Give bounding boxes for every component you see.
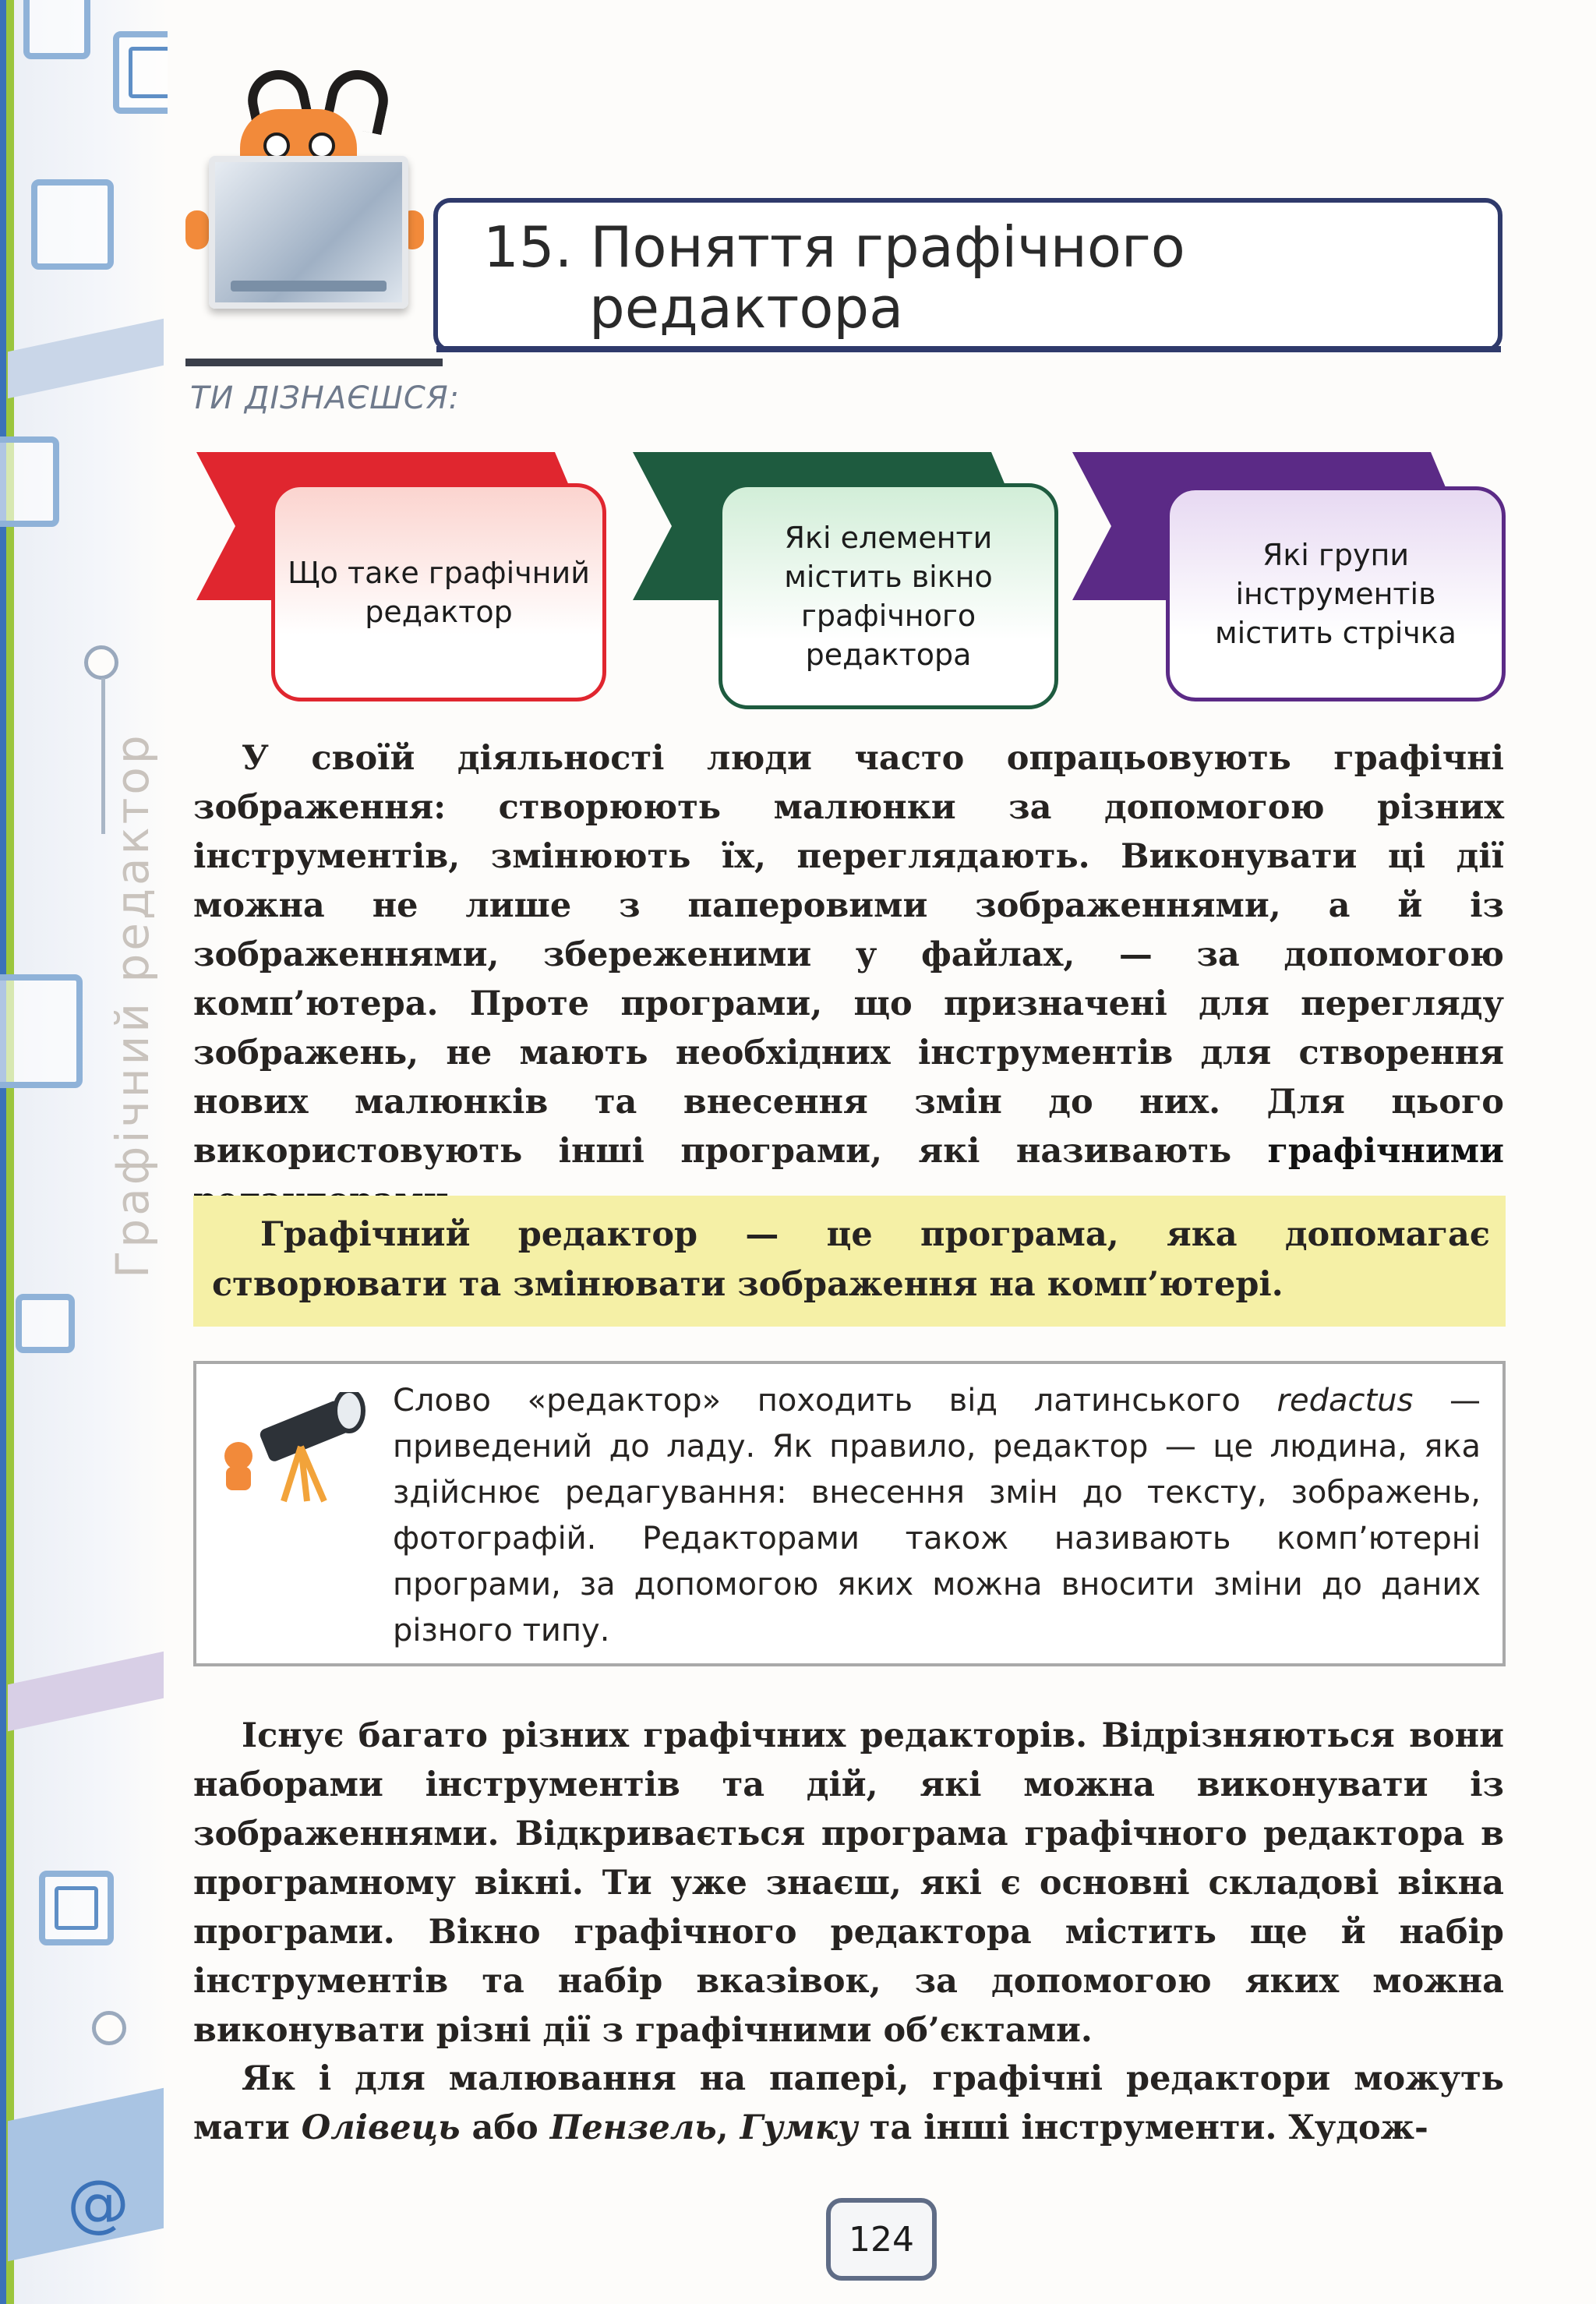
deco-wire bbox=[101, 678, 105, 834]
deco-band bbox=[8, 319, 164, 399]
lesson-title bbox=[483, 214, 1185, 341]
deco-square-icon bbox=[39, 1871, 114, 1945]
deco-square-icon bbox=[0, 436, 59, 527]
tool-brush: Пензель bbox=[549, 2108, 717, 2147]
note-text: Слово «редактор» походить від латинського redactus — приведений до ладу. Як правило, редактор — це людина, яка здійснює редагування: внесення змін до тексту, зображень, фотографій. Редакторами також називають комп’ютерні програми, за допомогою яких можна вносити зміни до даних різного типу. bbox=[393, 1383, 1481, 1648]
deco-band bbox=[8, 1652, 164, 1732]
at-sign-icon: @ bbox=[67, 2167, 129, 2239]
telescope-mascot-icon bbox=[215, 1392, 371, 1509]
topic-card-3 bbox=[1072, 452, 1509, 717]
topic-card-box: Що таке графічний редактор bbox=[271, 483, 606, 701]
deco-square-icon bbox=[31, 179, 114, 270]
latin-word: redactus bbox=[1276, 1383, 1414, 1419]
topic-card-box: Які елементи містить вікно графічного редактора bbox=[719, 483, 1058, 709]
title-underline bbox=[436, 346, 1501, 352]
topic-card-1 bbox=[196, 452, 609, 717]
topic-card-box: Які групи інструментів містить стрічка bbox=[1166, 486, 1506, 701]
deco-square-icon bbox=[0, 974, 83, 1088]
definition-term: Графічний редактор bbox=[260, 1215, 698, 1254]
definition-body: — це програма, яка допомагає створювати та змінювати зображення на комп’ютері. bbox=[212, 1215, 1491, 1304]
side-green-bar bbox=[6, 0, 14, 2304]
paragraph-tools: Як і для малювання на папері, графічні редактори можуть мати Олівець або Пензель, Гумку та інші інструменти. Худож- bbox=[193, 2059, 1504, 2147]
tool-eraser: Гумку bbox=[740, 2108, 858, 2147]
tool-pencil: Олівець bbox=[301, 2108, 461, 2147]
side-blue-bar bbox=[0, 0, 6, 2304]
deco-node-icon bbox=[84, 645, 118, 680]
intro-paragraph bbox=[193, 734, 1504, 1225]
paragraph-editors: Існує багато різних графічних редакторів. Відрізняються вони наборами інструментів та дій, які можна виконувати із зображеннями. Відкривається програма графічного редактора в програмному вікні. Ти уже знаєш, які є основні складові вікна програми. Вікно графічного редактора містить ще й набір інструментів та набір вказівок, за допомогою яких можна виконувати різні дії з графічними об’єктами. bbox=[193, 1716, 1504, 2050]
intro-text: У своїй діяльності люди часто опрацьовують графічні зображення: створюють малюнки за допомогою різних інструментів, змінюють їх, переглядають. Виконувати ці дії можна не лише з паперовими зображеннями, а й із зображеннями, збереженими у файлах, — за допомогою комп’ютера. Проте програми, що призначені для перегляду зображень, не мають необхідних інструментів для створення нових малюнків та внесення змін до них. Для цього використовують інші програми, які називають bbox=[193, 739, 1504, 1171]
deco-square-icon bbox=[16, 1294, 75, 1353]
definition-text bbox=[212, 1210, 1490, 1309]
deco-square-icon bbox=[113, 31, 168, 114]
page-number: 124 bbox=[826, 2198, 937, 2281]
lesson-title-line1: 15. Поняття графічного bbox=[483, 214, 1185, 280]
intro-bold-term: графічними bbox=[1267, 1132, 1504, 1171]
side-section-label: Графічний редактор bbox=[106, 732, 159, 1278]
topic-card-2 bbox=[633, 452, 1061, 717]
deco-square-icon bbox=[23, 0, 90, 59]
lesson-title-line2: редактора bbox=[589, 275, 904, 341]
deco-node-icon bbox=[92, 2011, 126, 2045]
mascot-computer-icon bbox=[185, 62, 443, 359]
learn-heading: ТИ ДІЗНАЄШСЯ: bbox=[190, 380, 461, 416]
